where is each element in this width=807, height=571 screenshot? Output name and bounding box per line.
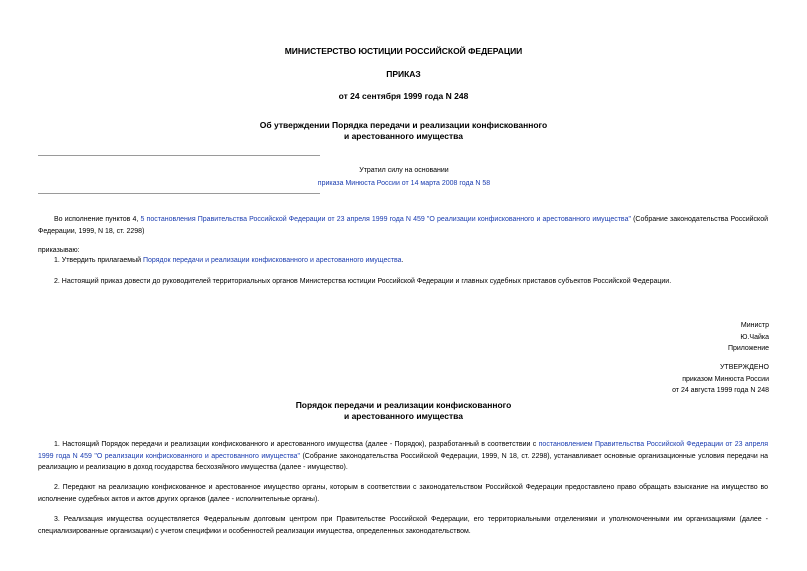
- approval-block: [672, 362, 769, 397]
- repeal-order-link[interactable]: приказа Минюста России от 14 марта 2008 года N 58: [317, 180, 491, 187]
- government-decree-link[interactable]: 5 постановления Правительства Российской Федерации от 23 апреля 1999 года N 459 "О реализации конфискованного и арестованного имущества": [140, 216, 631, 223]
- document-title-line1: Об утверждении Порядка передачи и реализации конфискованного: [259, 120, 548, 130]
- approval-line1: УТВЕРЖДЕНО: [719, 364, 769, 371]
- divider-top: [38, 155, 320, 156]
- preamble-paragraph: [38, 214, 768, 237]
- item-1: [54, 257, 404, 264]
- document-type: ПРИКАЗ: [386, 69, 421, 79]
- signature-block: [728, 320, 769, 355]
- preamble-text-b: (Собрание законодательства Российской Федерации, 1999, N 18, ст. 2298): [38, 216, 768, 235]
- ministry-heading: МИНИСТЕРСТВО ЮСТИЦИИ РОССИЙСКОЙ ФЕДЕРАЦИИ: [284, 46, 523, 56]
- status-note-text: Утратил силу на основании: [359, 167, 449, 174]
- item-1-suffix: .: [401, 257, 404, 264]
- procedure-title-line2: и арестованного имущества: [343, 411, 464, 421]
- signature-title: Министр: [740, 322, 769, 329]
- procedure-title-line1: Порядок передачи и реализации конфискованного: [295, 400, 512, 410]
- signature-name: Ю.Чайка: [740, 333, 769, 341]
- preamble-text-a: Во исполнение пунктов 4,: [54, 216, 141, 223]
- procedure-link[interactable]: Порядок передачи и реализации конфискованного и арестованного имущества: [142, 257, 402, 264]
- document-title: [0, 120, 807, 142]
- procedure-p1-text-b: (Собрание законодательства Российской Федерации, 1999, N 18, ст. 2298), устанавливает основные организационные условия передачи на реализацию и реализацию в доход государства бесхозяйного имущества (далее - имущество).: [38, 452, 768, 471]
- appendix-label: Приложение: [727, 345, 769, 352]
- procedure-p1-text-a: 1. Настоящий Порядок передачи и реализации конфискованного и арестованного имущества (далее - Порядок), разработанный в соответствии с: [54, 441, 539, 448]
- procedure-paragraph-3: 3. Реализация имущества осуществляется Федеральным долговым центром при Правительстве Российской Федерации, его территориальными отделениями и уполномоченными им организациями (далее - специализированные организации) с учетом специфики и особенностей реализации имущества, определенных законодательством.: [38, 516, 768, 535]
- document-title-line2: и арестованного имущества: [343, 131, 464, 141]
- procedure-paragraph-1: [38, 439, 768, 474]
- approval-line2: приказом Минюста России: [682, 375, 769, 383]
- document-date-number: от 24 сентября 1999 года N 248: [338, 91, 469, 101]
- procedure-paragraph-2: 2. Передают на реализацию конфискованное и арестованное имущество органы, которым в соответствии с законодательством Российской Федерации предоставлено право обращать взыскание на имущество во исполнение судебных актов и актов других органов (далее - исполнительные органы).: [38, 484, 768, 503]
- item-2: 2. Настоящий приказ довести до руководителей территориальных органов Министерства юстиции Российской Федерации и главных судебных приставов субъектов Российской Федерации.: [54, 278, 672, 285]
- order-word: приказываю:: [38, 247, 80, 254]
- item-1-prefix: 1. Утвердить прилагаемый: [54, 257, 143, 264]
- procedure-title: [0, 400, 807, 422]
- approval-line3: от 24 августа 1999 года N 248: [672, 387, 769, 394]
- divider-bottom: [38, 193, 320, 194]
- government-decree-link-2[interactable]: постановлением Правительства Российской Федерации от 23 апреля 1999 года N 459 "О реализации конфискованного и арестованного имущества": [38, 441, 769, 460]
